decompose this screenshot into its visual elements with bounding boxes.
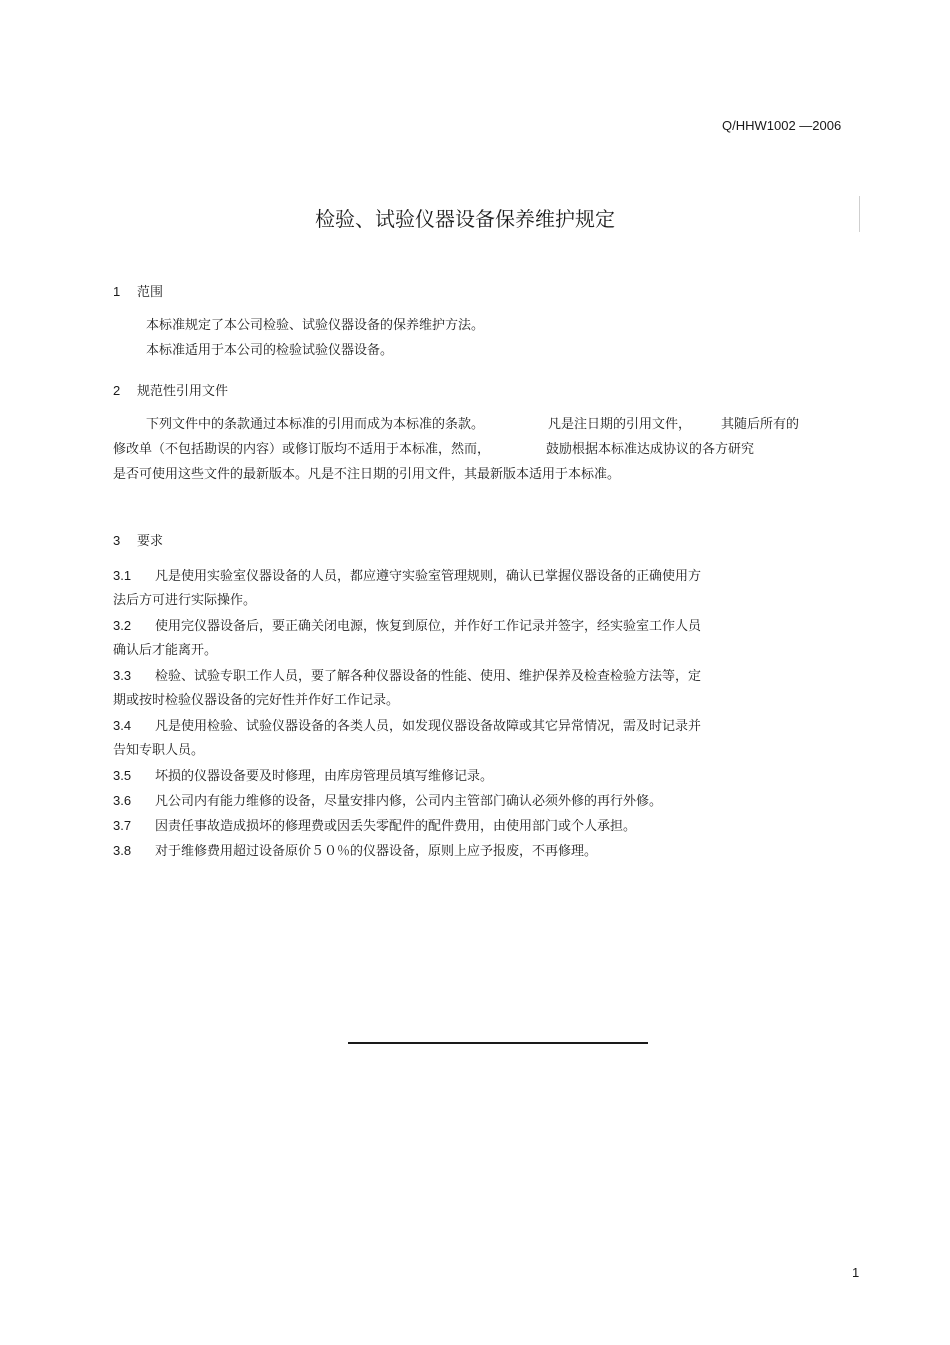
requirement-item bbox=[113, 764, 493, 789]
item-text-line-2: 期或按时检验仪器设备的完好性并作好工作记录。 bbox=[113, 693, 400, 708]
requirement-item bbox=[113, 714, 701, 763]
section-1-line-2: 本标准适用于本公司的检验试验仪器设备。 bbox=[146, 343, 394, 358]
item-text-line-1: 凡公司内有能力维修的设备，尽量安排内修，公司内主管部门确认必须外修的再行外修。 bbox=[155, 794, 663, 809]
item-text-line-1: 检验、试验专职工作人员，要了解各种仪器设备的性能、使用、维护保养及检查检验方法等，定 bbox=[155, 669, 702, 684]
end-rule bbox=[348, 1042, 648, 1044]
section-3-heading bbox=[113, 530, 163, 549]
document-title: 检验、试验仪器设备保养维护规定 bbox=[315, 207, 615, 231]
requirement-item bbox=[113, 839, 597, 864]
section-2-line-1-part-b: 凡是注日期的引用文件， bbox=[548, 417, 692, 432]
section-3-number: 3 bbox=[113, 533, 121, 548]
section-2-title: 规范性引用文件 bbox=[137, 384, 229, 399]
item-number: 3.5 bbox=[113, 768, 132, 783]
section-2-line-2-part-a: 修改单（不包括勘误的内容）或修订版均不适用于本标准，然而， bbox=[113, 442, 491, 457]
section-2-line-1 bbox=[146, 413, 799, 437]
item-number: 3.7 bbox=[113, 818, 132, 833]
item-number: 3.3 bbox=[113, 668, 132, 683]
item-text-line-1: 使用完仪器设备后，要正确关闭电源，恢复到原位，并作好工作记录并签字，经实验室工作人员 bbox=[155, 619, 702, 634]
requirement-item bbox=[113, 789, 662, 814]
item-number: 3.6 bbox=[113, 793, 132, 808]
section-2-heading bbox=[113, 380, 228, 399]
item-number: 3.8 bbox=[113, 843, 132, 858]
section-2-number: 2 bbox=[113, 383, 121, 398]
item-text-line-1: 凡是使用实验室仪器设备的人员，都应遵守实验室管理规则，确认已掌握仪器设备的正确使用方 bbox=[155, 569, 702, 584]
item-text-line-1: 因责任事故造成损坏的修理费或因丢失零配件的配件费用，由使用部门或个人承担。 bbox=[155, 819, 637, 834]
section-2-line-2-part-b: 鼓励根据本标准达成协议的各方研究 bbox=[546, 442, 755, 457]
section-1-heading bbox=[113, 281, 163, 300]
item-number: 3.2 bbox=[113, 618, 132, 633]
section-2-line-2 bbox=[113, 438, 754, 462]
standard-code: Q/HHW1002 —2006 bbox=[722, 118, 842, 133]
item-text-line-2: 告知专职人员。 bbox=[113, 743, 205, 758]
requirement-item bbox=[113, 614, 701, 663]
section-2-line-3: 是否可使用这些文件的最新版本。凡是不注日期的引用文件，其最新版本适用于本标准。 bbox=[113, 467, 621, 482]
page-number: 1 bbox=[852, 1265, 860, 1280]
item-text-line-2: 确认后才能离开。 bbox=[113, 643, 218, 658]
item-text-line-2: 法后方可进行实际操作。 bbox=[113, 593, 257, 608]
section-1-title: 范围 bbox=[137, 285, 164, 300]
item-text-line-1: 对于维修费用超过设备原价５０％的仪器设备，原则上应予报废，不再修理。 bbox=[155, 844, 598, 859]
item-text-line-1: 凡是使用检验、试验仪器设备的各类人员，如发现仪器设备故障或其它异常情况，需及时记录并 bbox=[155, 719, 702, 734]
item-number: 3.4 bbox=[113, 718, 132, 733]
section-2-line-1-part-c: 其随后所有的 bbox=[721, 417, 800, 432]
section-2-line-1-part-a: 下列文件中的条款通过本标准的引用而成为本标准的条款。 bbox=[146, 417, 485, 432]
section-1-line-1: 本标准规定了本公司检验、试验仪器设备的保养维护方法。 bbox=[146, 318, 485, 333]
requirement-item bbox=[113, 664, 701, 713]
requirement-item bbox=[113, 564, 701, 613]
item-number: 3.1 bbox=[113, 568, 132, 583]
requirement-item bbox=[113, 814, 636, 839]
section-1-number: 1 bbox=[113, 284, 121, 299]
item-text-line-1: 坏损的仪器设备要及时修理，由库房管理员填写维修记录。 bbox=[155, 769, 494, 784]
section-3-title: 要求 bbox=[137, 534, 164, 549]
